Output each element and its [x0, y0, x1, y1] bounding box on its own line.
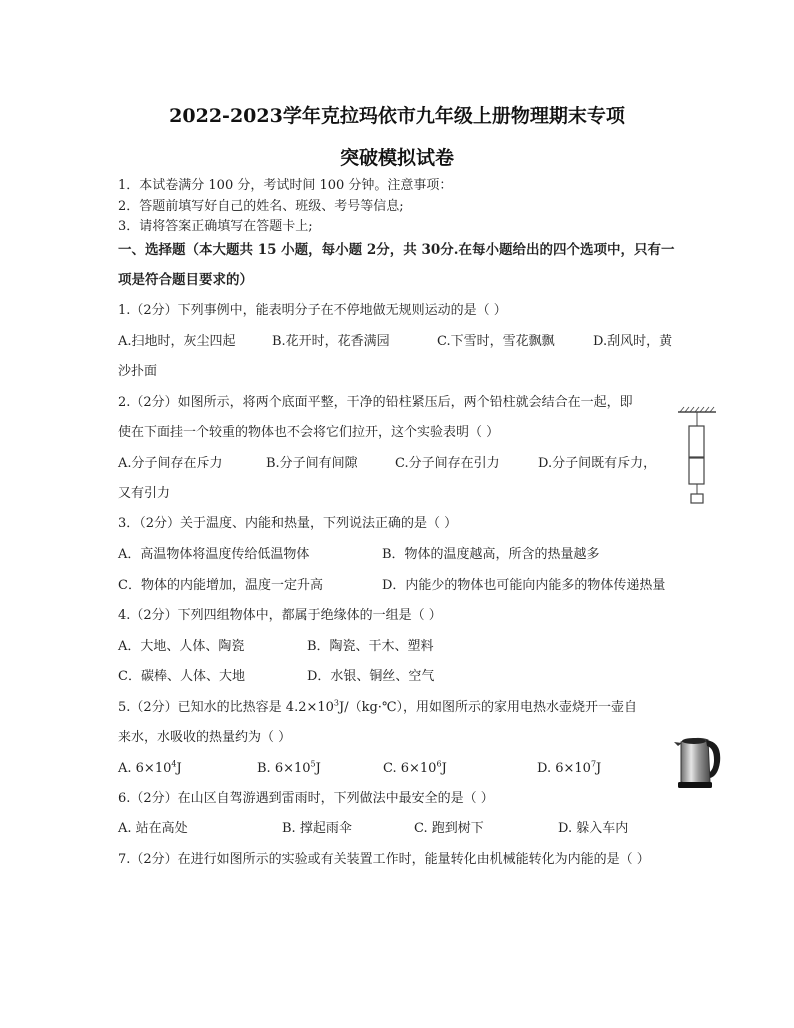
q1-option-d-cont: 沙扑面 [118, 364, 158, 379]
page-title-line2: 突破模拟试卷 [339, 147, 454, 169]
q4-option-d: D．水银、铜丝、空气 [307, 669, 435, 684]
section-heading-line2: 项是符合题目要求的） [118, 272, 253, 288]
q2-option-b: B.分子间有间隙 [266, 456, 358, 471]
note-2: 2．答题前填写好自己的姓名、班级、考号等信息; [118, 199, 404, 214]
q2-option-d: D.分子间既有斥力， [538, 456, 657, 471]
q1-stem: 1.（2分）下列事例中，能表明分子在不停地做无规则运动的是（ ） [118, 303, 507, 318]
lead-cylinders-figure [674, 406, 720, 506]
q5-option-d: D. $6\times 10^7J$ [537, 759, 602, 776]
q5-option-b: B. $6\times 10^5J$ [257, 759, 321, 776]
q3-option-c: C．物体的内能增加，温度一定升高 [118, 578, 323, 593]
q5-option-c: C. $6\times 10^6J$ [383, 759, 447, 776]
q3-option-b: B．物体的温度越高，所含的热量越多 [382, 547, 600, 562]
q6-option-c: C. 跑到树下 [414, 821, 484, 836]
q2-option-c: C.分子间存在引力 [395, 456, 500, 471]
note-1: 1．本试卷满分 100 分，考试时间 100 分钟。注意事项： [118, 178, 453, 193]
q3-stem: 3．（2分）关于温度、内能和热量，下列说法正确的是（ ） [118, 516, 458, 531]
electric-kettle-figure [672, 732, 724, 792]
q1-option-c: C.下雪时，雪花飘飘 [437, 334, 555, 349]
q5-option-a: A. $6\times 10^4J$ [118, 759, 182, 776]
q6-option-a: A. 站在高处 [118, 821, 188, 836]
q2-option-d-cont: 又有引力 [118, 486, 171, 501]
q2-stem-line2: 使在下面挂一个较重的物体也不会将它们拉开，这个实验表明（ ） [118, 425, 500, 440]
q7-stem: 7.（2分）在进行如图所示的实验或有关装置工作时，能量转化由机械能转化为内能的是（ ） [118, 852, 650, 867]
q3-option-a: A．高温物体将温度传给低温物体 [118, 547, 310, 562]
q5-stem-line2: 来水，水吸收的热量约为（ ） [118, 730, 292, 745]
q6-option-b: B. 撑起雨伞 [282, 821, 352, 836]
q2-stem-line1: 2.（2分）如图所示，将两个底面平整，干净的铅柱紧压后，两个铅柱就会结合在一起，即 [118, 395, 633, 410]
q4-stem: 4.（2分）下列四组物体中，都属于绝缘体的一组是（ ） [118, 608, 442, 623]
q6-stem: 6.（2分）在山区自驾游遇到雷雨时，下列做法中最安全的是（ ） [118, 791, 494, 806]
q2-option-a: A.分子间存在斥力 [118, 456, 223, 471]
note-3: 3．请将答案正确填写在答题卡上; [118, 219, 313, 234]
q4-option-a: A．大地、人体、陶瓷 [118, 639, 245, 654]
section-heading-line1: 一、选择题（本大题共 15 小题，每小题 2分，共 30分.在每小题给出的四个选项中，只有一 [118, 242, 675, 258]
q4-option-c: C．碳棒、人体、大地 [118, 669, 245, 684]
q3-option-d: D．内能少的物体也可能向内能多的物体传递热量 [382, 578, 666, 593]
page-title-line1: 2022-2023学年克拉玛依市九年级上册物理期末专项 [169, 105, 625, 127]
q1-option-a: A.扫地时，灰尘四起 [118, 334, 236, 349]
q5-stem-line1: 5.（2分）已知水的比热容是 $4.2\times 10^3J/(kg\cdot℃)$，用如图所示的家用电热水壶烧开一壶自 [118, 698, 637, 715]
q4-option-b: B．陶瓷、干木、塑料 [307, 639, 434, 654]
q1-option-d: D.刮风时，黄 [593, 334, 673, 349]
q1-option-b: B.花开时，花香满园 [272, 334, 390, 349]
q6-option-d: D. 躲入车内 [558, 821, 629, 836]
